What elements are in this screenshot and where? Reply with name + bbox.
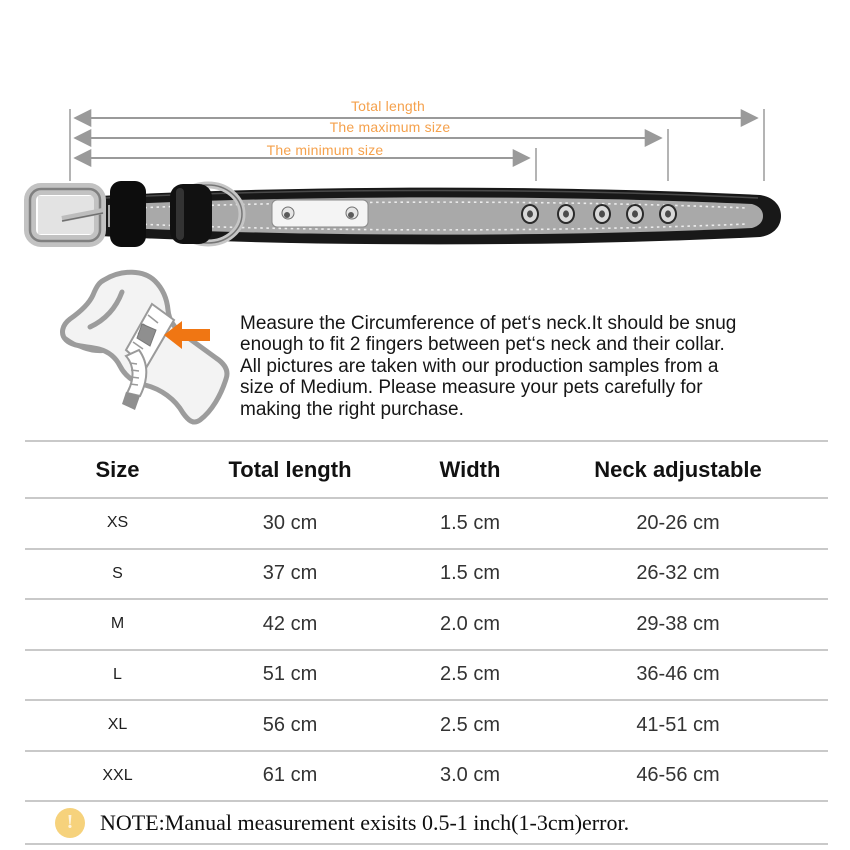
collar-buckle	[30, 189, 103, 241]
cell-neck: 20-26 cm	[636, 511, 720, 534]
table-row	[25, 497, 828, 548]
table-row	[25, 649, 828, 700]
cell-total-length: 42 cm	[262, 612, 318, 635]
cell-width: 1.5 cm	[439, 511, 501, 534]
table-row	[25, 750, 828, 801]
cell-width: 2.5 cm	[439, 663, 501, 686]
cell-total-length: 61 cm	[262, 764, 318, 787]
total-length-label: Total length	[350, 98, 425, 114]
maximum-size-label: The maximum size	[329, 119, 451, 135]
measuring-instructions	[240, 313, 825, 420]
header-total-length: Total length	[228, 456, 352, 482]
table-header-row	[25, 440, 828, 497]
cell-size: XS	[106, 514, 129, 532]
cell-size: S	[112, 564, 123, 582]
cell-total-length: 30 cm	[262, 511, 318, 534]
instruction-line: Measure the Circumference of pet‘s neck.It should be snug	[240, 313, 737, 334]
instruction-line: All pictures are taken with our production samples from a	[240, 355, 719, 377]
cell-neck: 41-51 cm	[636, 713, 720, 736]
instruction-line: enough to fit 2 fingers between pet‘s neck and their collar.	[240, 334, 725, 356]
cell-total-length: 51 cm	[262, 663, 318, 686]
exclamation-icon: !	[55, 808, 85, 838]
minimum-size-label: The minimum size	[266, 142, 384, 158]
header-width: Width	[439, 456, 501, 482]
dog-measuring-illustration	[42, 268, 242, 428]
footnote-text: NOTE:Manual measurement exisits 0.5-1 inch(1-3cm)error.	[100, 809, 630, 835]
cell-width: 2.5 cm	[439, 713, 501, 736]
instruction-line: making the right purchase.	[240, 398, 464, 420]
cell-width: 1.5 cm	[439, 562, 501, 585]
size-table	[25, 440, 828, 845]
cell-neck: 46-56 cm	[636, 764, 720, 787]
footnote-row	[25, 800, 828, 845]
cell-size: XL	[107, 716, 128, 734]
cell-width: 3.0 cm	[439, 764, 501, 787]
table-row	[25, 598, 828, 649]
cell-size: L	[113, 665, 122, 683]
cell-neck: 36-46 cm	[636, 663, 720, 686]
header-neck-adjustable: Neck adjustable	[594, 456, 762, 482]
cell-total-length: 37 cm	[262, 562, 318, 585]
table-row	[25, 699, 828, 750]
cell-width: 2.0 cm	[439, 612, 501, 635]
cell-total-length: 56 cm	[262, 713, 318, 736]
cell-size: XXL	[102, 766, 133, 784]
instruction-line: size of Medium. Please measure your pets carefully for	[240, 377, 703, 399]
cell-size: M	[110, 615, 125, 633]
pet-collar-illustration	[0, 178, 850, 258]
header-size: Size	[95, 456, 140, 482]
cell-neck: 29-38 cm	[636, 612, 720, 635]
table-row	[25, 548, 828, 599]
cell-neck: 26-32 cm	[636, 562, 720, 585]
